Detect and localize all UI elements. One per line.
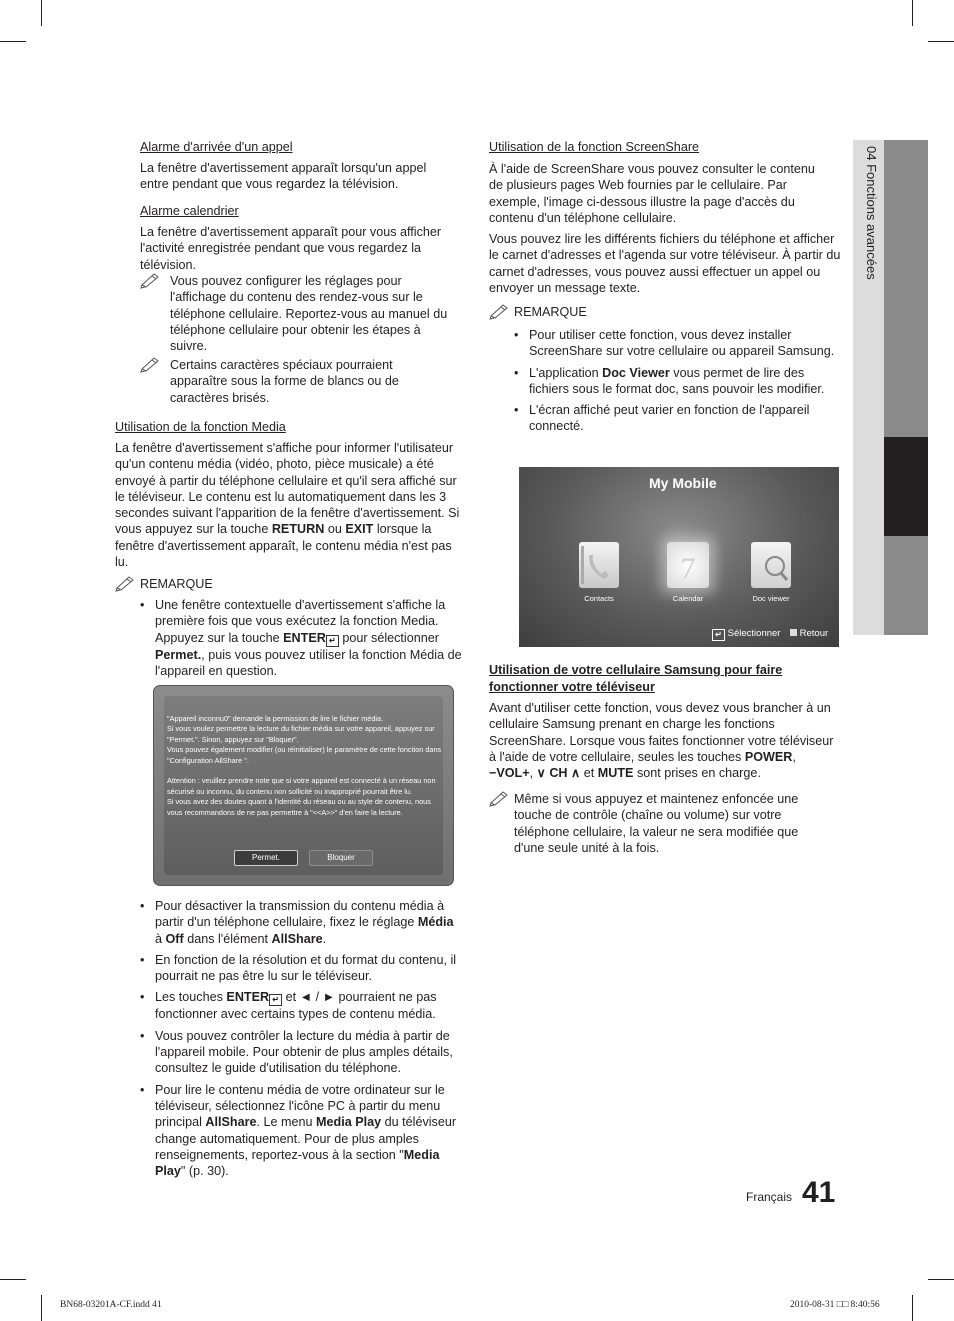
list-item [140, 989, 462, 1022]
bullet-icon: • [140, 952, 145, 967]
note [140, 273, 460, 354]
pencil-note-icon [115, 574, 137, 592]
doc-viewer-app-icon[interactable] [751, 542, 791, 588]
ch-key: ∨ CH ∧ [536, 766, 581, 781]
enter-icon: ↵ [269, 994, 282, 1006]
list-item [514, 402, 842, 435]
bullet-icon: • [140, 598, 145, 612]
contacts-app-icon[interactable] [579, 542, 619, 588]
chapter-tab-active [884, 437, 928, 536]
chapter-label: 04 Fonctions avancées [864, 146, 879, 280]
pencil-note-icon [140, 271, 162, 289]
paragraph-text: sont prises en charge. [636, 766, 761, 781]
bullet-icon: • [514, 403, 519, 418]
crop-mark [912, 1295, 913, 1321]
media-label: Média [417, 915, 454, 930]
section-title-media: Utilisation de la fonction Media [115, 420, 286, 434]
return-icon [790, 629, 797, 636]
screenshare-bullets [514, 327, 842, 440]
bullet-text: à [155, 931, 163, 946]
bullet-text: Pour utiliser cette fonction, vous devez installer ScreenShare sur votre cellulaire ou appareil Samsung. [529, 328, 835, 359]
bullet-icon: • [140, 1082, 145, 1097]
magnifier-icon [751, 542, 791, 588]
off-label: Off [165, 931, 184, 946]
bullet-text: L'écran affiché peut varier en fonction de l'appareil connecté. [529, 403, 810, 434]
vol-key: −VOL+ [489, 766, 530, 781]
section-title-calendar-alarm: Alarme calendrier [140, 204, 239, 218]
section-title-screenshare: Utilisation de la fonction ScreenShare [489, 140, 700, 154]
media-play-label: Media Play [155, 1147, 440, 1179]
bullet-text: pour sélectionner [342, 630, 439, 645]
media-text: lorsque la fenêtre d'avertissement apparaît, le contenu média n'est pas lu. [115, 522, 452, 570]
pencil-note-icon [489, 302, 511, 320]
remarque-heading [489, 304, 587, 320]
chapter-tab-segment [884, 536, 928, 635]
bullet-text: L'application [529, 365, 599, 380]
media-bullets-bottom [140, 898, 462, 1184]
crop-mark [41, 1295, 42, 1321]
back-hint [790, 628, 828, 639]
media-paragraph [115, 440, 465, 570]
bullet-text: , puis vous pouvez utiliser la fonction Média de l'appareil en question. [155, 647, 462, 678]
permet-label: Permet. [155, 647, 202, 662]
bullet-text: dans l'élément [187, 931, 269, 946]
bullet-text: . Le menu [256, 1115, 313, 1130]
list-item [140, 898, 462, 947]
return-key: RETURN [271, 522, 325, 537]
list-item [140, 952, 462, 985]
bullet-text: Vous pouvez contrôler la lecture du média à partir de l'appareil mobile. Pour obtenir de plus amples détails, consultez le guide d'utilisation du téléphone. [155, 1028, 453, 1076]
note-text: Vous pouvez configurer les réglages pour l'affichage du contenu des rendez-vous sur le téléphone cellulaire. Reportez-vous au manuel du téléphone cellulaire pour obtenir les étapes à suivre. [170, 274, 448, 354]
power-key: POWER [744, 749, 793, 764]
bullet-text: du téléviseur change automatiquement. Pour de plus amples renseignements, reportez-vous à la section " [155, 1115, 457, 1162]
crop-mark [0, 1279, 26, 1280]
enter-icon: ↵ [326, 635, 339, 647]
bullet-icon: • [140, 990, 145, 1005]
pencil-note-icon [140, 355, 162, 373]
media-play-label: Media Play [316, 1115, 382, 1130]
bullet-icon: • [140, 1028, 145, 1043]
bullet-text: Pour désactiver la transmission du contenu média à partir d'un téléphone cellulaire, fixez le réglage [155, 899, 445, 930]
permit-button[interactable]: Permet. [234, 850, 298, 866]
bullet-text: Pour lire le contenu média de votre ordinateur sur le téléviseur, sélectionnez l'icône PC à partir du menu principal [155, 1082, 445, 1130]
list-item [140, 1082, 462, 1180]
select-hint [712, 628, 780, 641]
list-item [514, 327, 842, 360]
block-button[interactable]: Bloquer [309, 850, 373, 866]
note-text: Même si vous appuyez et maintenez enfoncée une touche de contrôle (chaîne ou volume) sur votre téléphone cellulaire, la valeur ne sera modifiée que d'une seule unité à la fois. [514, 792, 799, 855]
enter-icon: ↵ [712, 629, 725, 641]
bullet-text: Une fenêtre contextuelle d'avertissement s'affiche la première fois que vous exécutez la fonction Media. Appuyez sur la touche [155, 598, 446, 645]
contacts-label: Contacts [584, 594, 614, 603]
crop-mark [0, 41, 26, 42]
pencil-note-icon [489, 789, 511, 807]
my-mobile-title: My Mobile [649, 475, 717, 491]
note [140, 357, 440, 406]
exit-key: EXIT [345, 522, 374, 537]
permission-dialog [153, 685, 454, 886]
bullet-icon: • [514, 365, 519, 380]
calendar-label: Calendar [672, 594, 704, 603]
bullet-text: En fonction de la résolution et du format du contenu, il pourrait ne pas être lu sur le téléviseur. [155, 952, 457, 984]
section-title-samsung-phone [489, 662, 782, 696]
allshare-label: AllShare [271, 931, 323, 946]
select-label: Sélectionner [727, 628, 781, 639]
doc-viewer-label: Doc Viewer [602, 365, 670, 380]
remarque-label: REMARQUE [514, 305, 587, 319]
bullet-icon: • [140, 899, 145, 913]
calendar-app-icon[interactable] [667, 542, 709, 588]
dialog-message: "Appareil inconnu0" demande la permission de lire le fichier média. Si vous voulez permettre la lecture du fichier média sur votre appareil, appuyez sur "Permet.". Sinon, appuyez sur "Bloquer". Vous pouvez également modifier (ou réinitialiser) le paramètre de cette fonction dans "Configuration AllShare ". Attention : veuillez prendre note que si votre appareil est connecté à un réseau non sécurisé ou inconnu, du contenu non sollicité ou inapproprié pourrait être lu. Si vous avez des doutes quant à l'identité du réseau ou au style de contenu, nous vous recommandons de ne pas permettre à "<<A>>" d'en faire la lecture. [167, 714, 442, 817]
footer-date: 2010-08-31 □□ 8:40:56 [790, 1300, 880, 1310]
page-language: Français [746, 1190, 793, 1204]
doc-viewer-label: Doc viewer [752, 594, 790, 603]
enter-key: ENTER [283, 630, 326, 645]
enter-key: ENTER [226, 990, 270, 1005]
bullet-text: vous permet de lire des fichiers sous le format doc, sans pouvoir les modifier. [529, 365, 825, 396]
page-number: 41 [802, 1176, 836, 1209]
list-item [140, 597, 462, 679]
bullet-text: . [322, 931, 327, 946]
my-mobile-screen [519, 467, 839, 647]
remarque-heading [115, 576, 213, 592]
chapter-tab-segment [884, 140, 928, 437]
allshare-label: AllShare [205, 1115, 257, 1130]
calendar-day: 7 [680, 552, 696, 585]
mute-key: MUTE [597, 766, 634, 781]
crop-mark [41, 0, 42, 26]
crop-mark [928, 41, 954, 42]
bullet-text: " (p. 30). [180, 1164, 229, 1179]
crop-mark [912, 0, 913, 26]
screenshare-text: À l'aide de ScreenShare vous pouvez consulter le contenu de plusieurs pages Web fournies par le cellulaire. Par exemple, l'image ci-dessous illustre la page d'accès du contenu d'un téléphone cellulaire. [489, 162, 815, 225]
screenshare-text: Vous pouvez lire les différents fichiers du téléphone et afficher le carnet d'adresses et l'agenda sur votre téléviseur. À partir du carnet d'adresses, vous pouvez aussi effectuer un appel ou envoyer un message texte. [489, 232, 841, 295]
section-title-line: fonctionner votre téléviseur [489, 680, 655, 694]
bullet-text: et ◄ / ► pourraient ne pas fonctionner avec certains types de contenu média. [155, 990, 437, 1022]
note-text: Certains caractères spéciaux pourraient apparaître sous la forme de blancs ou de caractères brisés. [170, 358, 399, 405]
footer-file: BN68-03201A-CF.indd 41 [60, 1300, 162, 1310]
back-label: Retour [799, 628, 829, 639]
call-alarm-text: La fenêtre d'avertissement apparaît lorsqu'un appel entre pendant que vous regardez la télévision. [140, 161, 427, 192]
bullet-icon: • [514, 328, 519, 342]
note [489, 791, 819, 856]
list-item [140, 1028, 462, 1077]
section-title-line: Utilisation de votre cellulaire Samsung pour faire [489, 663, 783, 677]
media-text: ou [327, 522, 342, 537]
paragraph-text: et [583, 766, 595, 781]
media-bullets-top [140, 597, 462, 684]
media-text: La fenêtre d'avertissement s'affiche pour informer l'utilisateur qu'un contenu média (vidéo, photo, pièce musicale) a été envoyé à partir du téléphone cellulaire et qu'il sera affiché sur le téléviseur. Le contenu est lu automatiquement dans les 3 secondes suivant l'apparition de la fenêtre d'avertissement. Si vous appuyez sur la touche [115, 441, 460, 537]
phone-icon [579, 542, 619, 588]
list-item [514, 365, 842, 398]
section-title-call-alarm: Alarme d'arrivée d'un appel [140, 140, 293, 154]
remarque-label: REMARQUE [140, 577, 213, 591]
crop-mark [928, 1279, 954, 1280]
calendar-alarm-text: La fenêtre d'avertissement apparaît pour vous afficher l'activité enregistrée pendant que vous regardez la télévision. [140, 225, 442, 272]
paragraph-text: Avant d'utiliser cette fonction, vous devez vous brancher à un cellulaire Samsung prenant en charge les fonctions ScreenShare. Lorsque vous faites fonctionner votre téléviseur à l'aide de votre cellulaire, seules les touches [489, 701, 834, 764]
bullet-text: Les touches [155, 990, 223, 1005]
samsung-phone-text: Avant d'utiliser cette fonction, vous devez vous brancher à un cellulaire Samsung prenant en charge les fonctions ScreenShare. Lorsque vous faites fonctionner votre téléviseur à l'aide de votre cellulaire, seules les touches POWER, −VOL+, ∨ CH ∧ et MUTE sont prises en charge. [489, 701, 834, 781]
